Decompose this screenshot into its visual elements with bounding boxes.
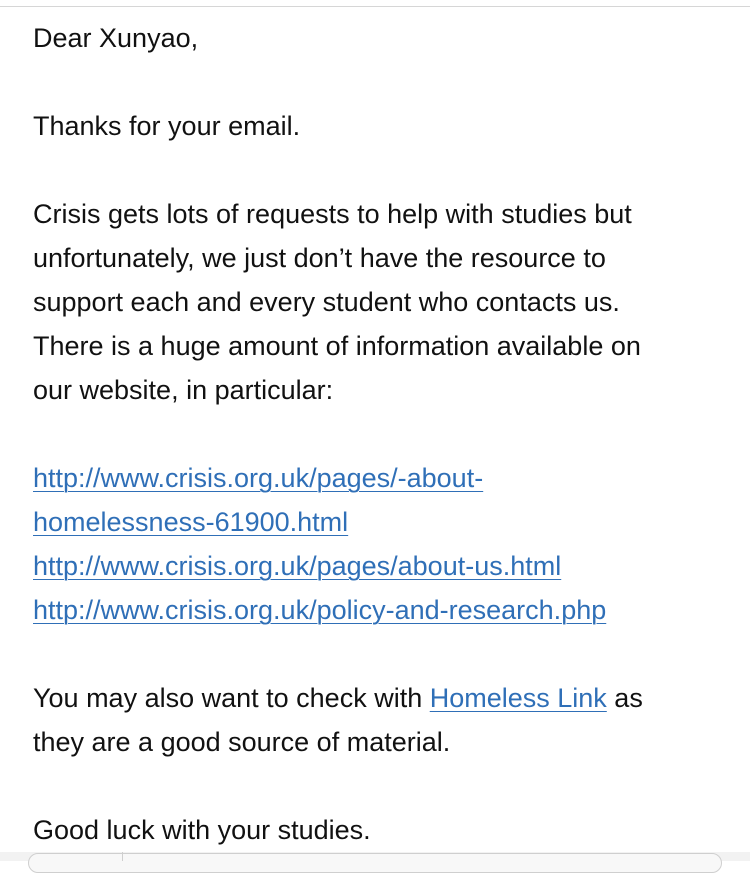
- paragraph-line: they are a good source of material.: [33, 727, 451, 757]
- paragraph-line: Crisis gets lots of requests to help with studies but: [33, 199, 632, 229]
- link-about-us[interactable]: [33, 544, 733, 588]
- info-paragraph: [33, 192, 733, 412]
- closing-paragraph: [33, 808, 733, 852]
- paragraph-line: There is a huge amount of information available on: [33, 331, 641, 361]
- link-line[interactable]: homelessness-61900.html: [33, 507, 349, 537]
- reply-bar[interactable]: [28, 853, 722, 873]
- link-line[interactable]: http://www.crisis.org.uk/policy-and-research.php: [33, 595, 607, 625]
- links-block: [33, 456, 733, 632]
- homeless-link-link[interactable]: Homeless Link: [429, 683, 607, 713]
- link-about-homelessness[interactable]: [33, 456, 733, 544]
- bottom-toolbar: [0, 852, 750, 861]
- top-divider: [0, 0, 750, 7]
- link-line[interactable]: http://www.crisis.org.uk/pages/-about-: [33, 463, 484, 493]
- email-body: [33, 16, 733, 896]
- paragraph-text: You may also want to check with: [33, 683, 430, 713]
- link-policy-research[interactable]: [33, 588, 733, 632]
- paragraph-line: unfortunately, we just don’t have the resource to: [33, 243, 606, 273]
- paragraph-line: our website, in particular:: [33, 375, 334, 405]
- closing-text: Good luck with your studies.: [33, 815, 371, 845]
- paragraph-line: support each and every student who contacts us.: [33, 287, 620, 317]
- greeting: [33, 16, 733, 60]
- paragraph-text: as: [606, 683, 643, 713]
- paragraph-line: [33, 676, 733, 720]
- thanks-paragraph: [33, 104, 733, 148]
- greeting-text: Dear Xunyao,: [33, 23, 199, 53]
- toolbar-divider: [122, 852, 123, 861]
- thanks-text: Thanks for your email.: [33, 111, 301, 141]
- link-line[interactable]: http://www.crisis.org.uk/pages/about-us.html: [33, 551, 562, 581]
- homeless-link-paragraph: [33, 676, 733, 764]
